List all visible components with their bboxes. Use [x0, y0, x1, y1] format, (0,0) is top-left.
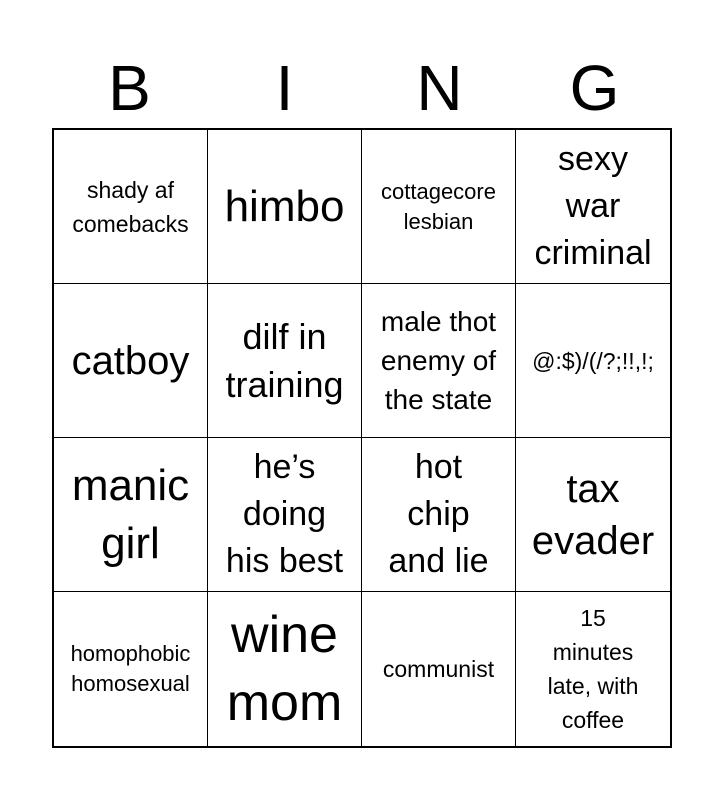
cell-label: @:$)/(/?;!!,!;	[532, 347, 654, 374]
cell-label: shady af comebacks	[72, 176, 189, 237]
bingo-cell[interactable]	[516, 438, 670, 592]
bingo-cell[interactable]	[516, 284, 670, 438]
bingo-card	[52, 128, 672, 748]
bingo-header	[52, 48, 672, 128]
bingo-cell[interactable]	[54, 130, 208, 284]
bingo-cell[interactable]	[208, 130, 362, 284]
cell-label: homophobic homosexual	[70, 641, 191, 696]
cell-label: catboy	[71, 338, 190, 383]
bingo-cell[interactable]	[208, 284, 362, 438]
cell-label: 15 minutes late, with coffee	[547, 605, 639, 733]
bingo-cell[interactable]	[516, 592, 670, 746]
cell-label: hot chip and lie	[388, 448, 489, 580]
cell-label: manic girl	[71, 460, 190, 568]
bingo-cell[interactable]	[208, 438, 362, 592]
header-letter-n: N	[416, 52, 463, 124]
cell-label: communist	[382, 656, 495, 682]
bingo-cell[interactable]	[54, 592, 208, 746]
bingo-cell[interactable]	[54, 438, 208, 592]
bingo-cell[interactable]	[362, 284, 516, 438]
bingo-cell[interactable]	[54, 284, 208, 438]
cell-label: tax evader	[531, 466, 655, 563]
cell-label: cottagecore lesbian	[381, 178, 496, 234]
cell-label: he’s doing his best	[225, 448, 344, 580]
bingo-cell[interactable]	[362, 592, 516, 746]
cell-label: sexy war criminal	[534, 140, 652, 272]
header-letter-b: B	[108, 52, 151, 124]
cell-label: wine mom	[226, 606, 343, 732]
cell-label: himbo	[224, 181, 345, 231]
header-letter-i: I	[275, 52, 294, 124]
cell-label: male thot enemy of the state	[380, 306, 497, 415]
bingo-cell[interactable]	[208, 592, 362, 746]
bingo-cell[interactable]	[516, 130, 670, 284]
bingo-cell[interactable]	[362, 438, 516, 592]
header-letter-g: G	[569, 52, 620, 124]
bingo-cell[interactable]	[362, 130, 516, 284]
cell-label: dilf in training	[225, 315, 344, 405]
